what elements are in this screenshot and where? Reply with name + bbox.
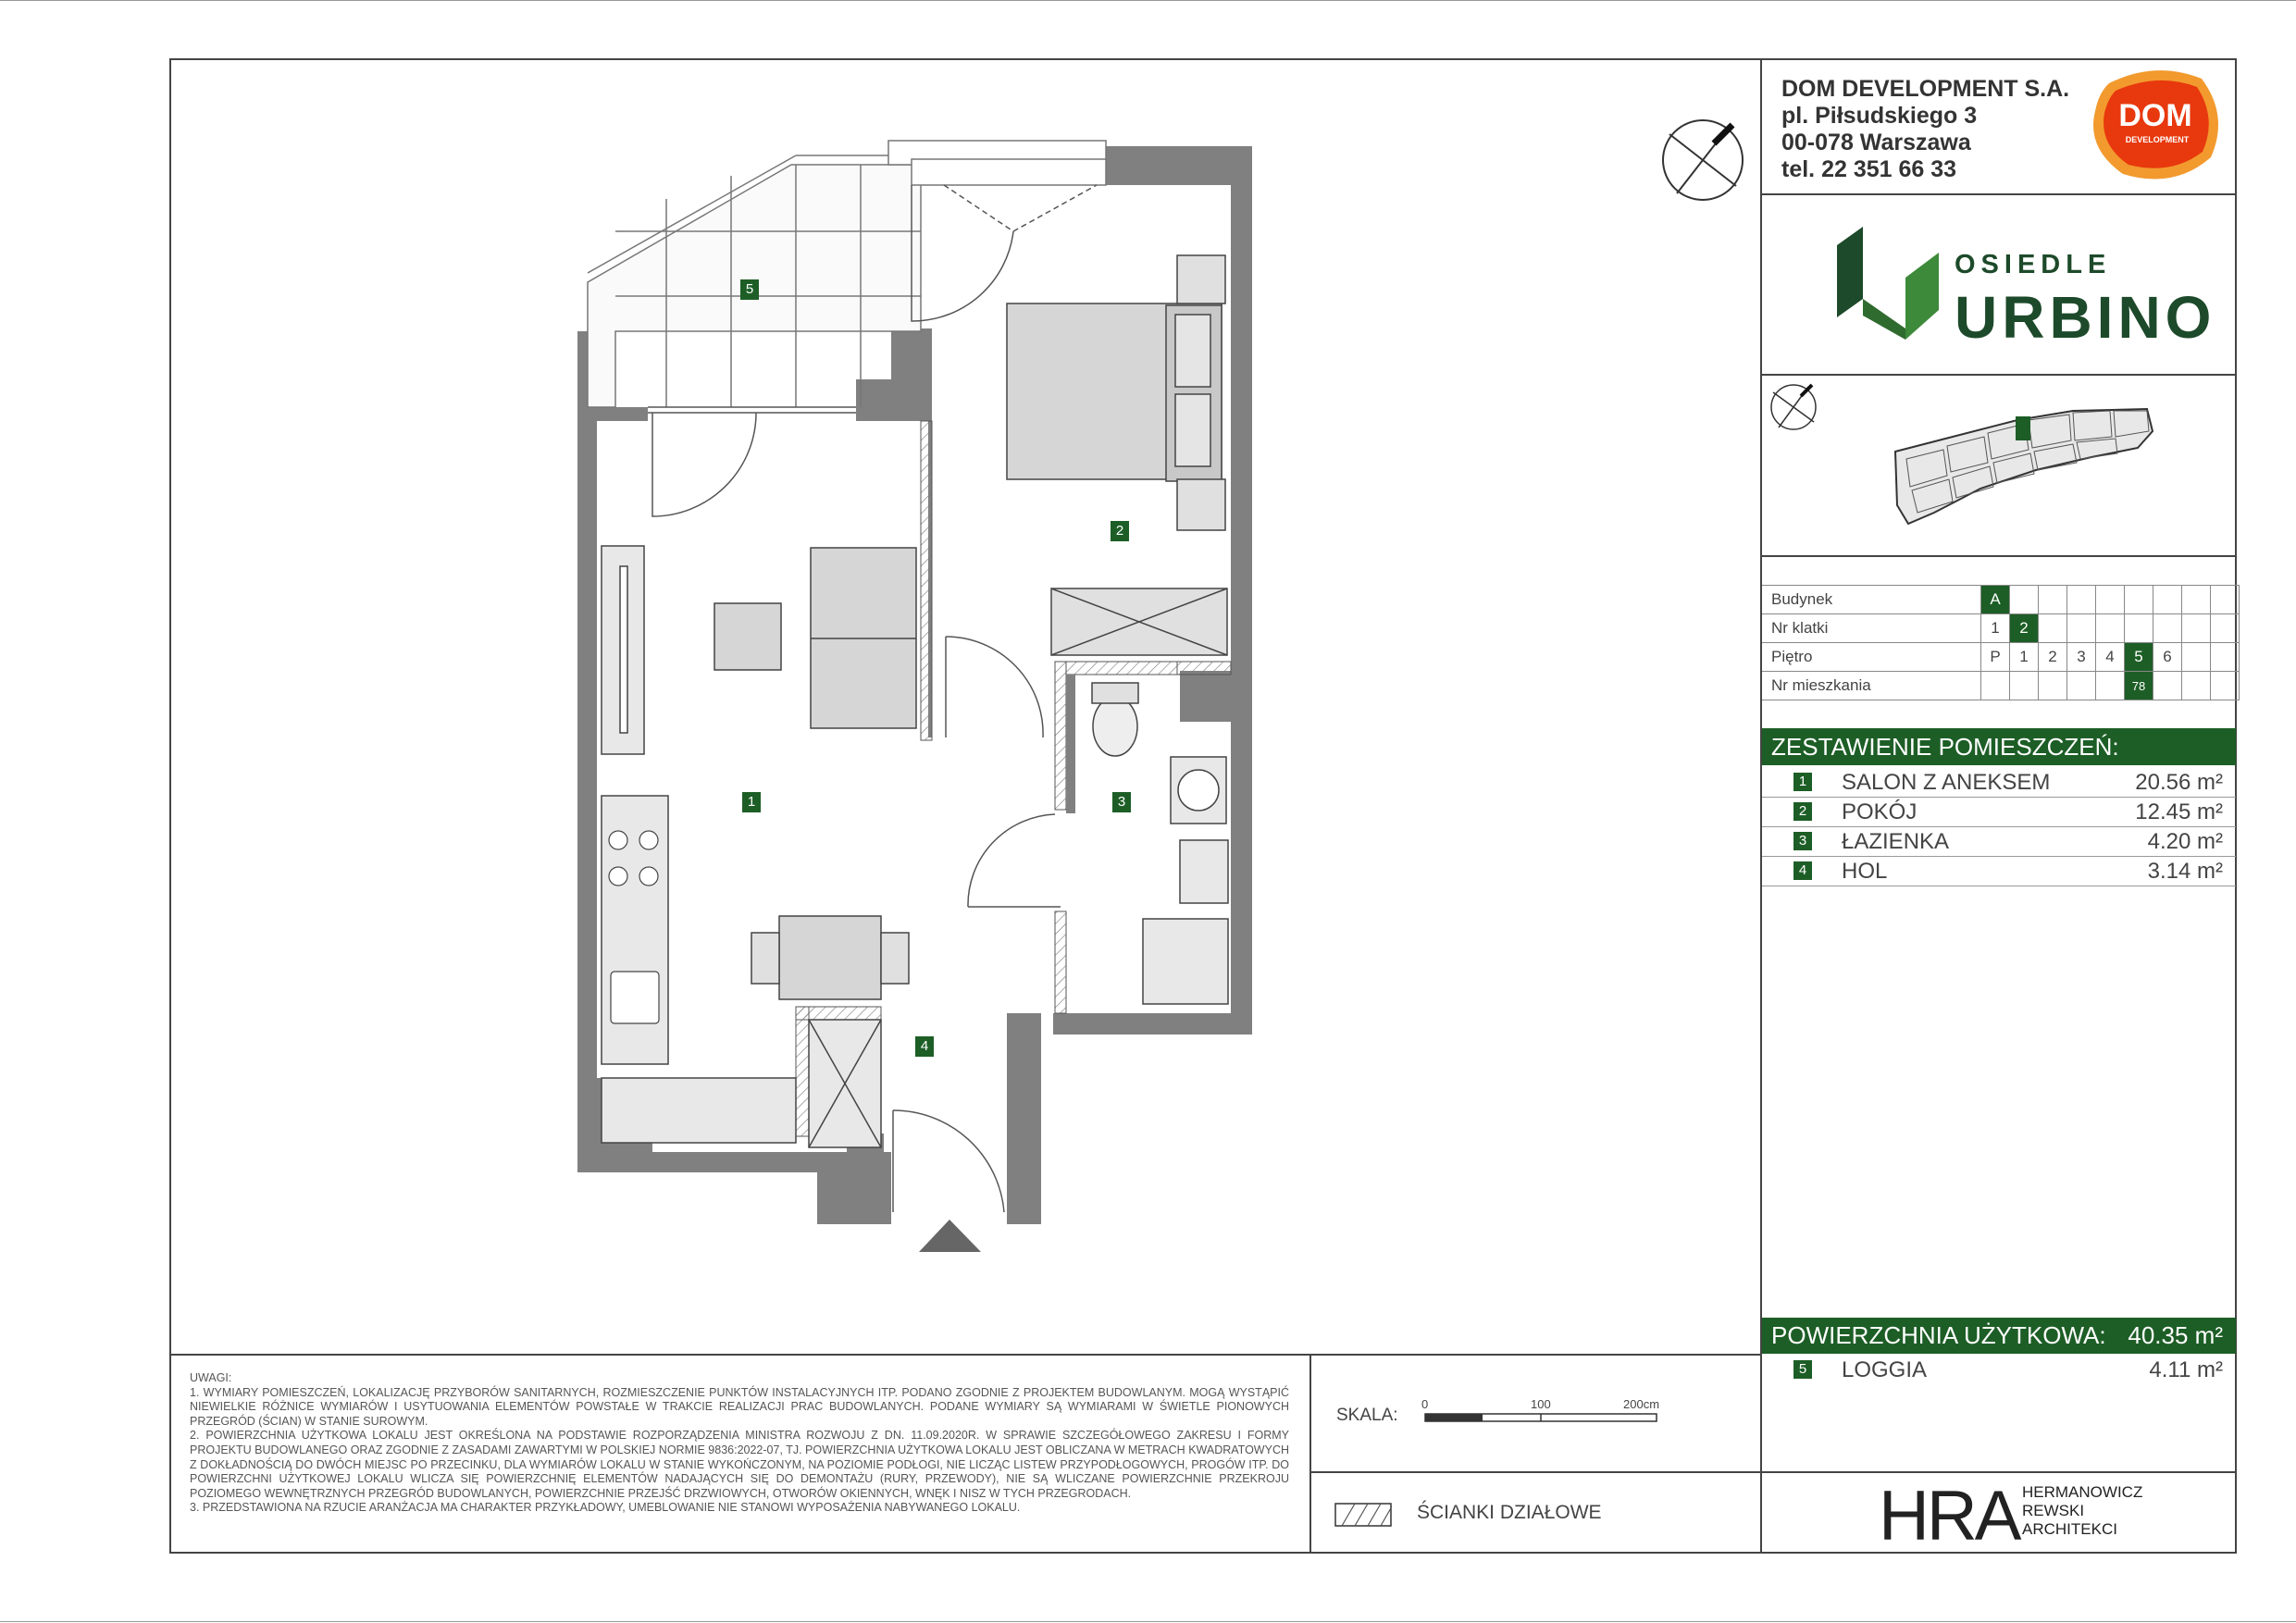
room-area: 4.20 m² <box>2147 829 2223 854</box>
room-row <box>1762 827 2236 857</box>
tb-line-1 <box>1760 193 2237 195</box>
architect-names <box>2022 1483 2142 1539</box>
page-bottom-edge <box>0 1621 2296 1622</box>
room-number: 2 <box>1793 802 1812 821</box>
dom-development-logo <box>2086 65 2225 185</box>
total-area-bar <box>1762 1318 2236 1354</box>
company-street: pl. Piłsudskiego 3 <box>1781 103 1978 129</box>
pietro-4: 4 <box>2096 643 2125 672</box>
room-name: POKÓJ <box>1842 799 1917 824</box>
pietro-1: 1 <box>2010 643 2039 672</box>
coffee-table <box>714 603 781 670</box>
logo-text-development: DEVELOPMENT <box>2125 135 2190 144</box>
room-area: 20.56 m² <box>2135 770 2223 795</box>
apartment-location-table <box>1762 585 2240 700</box>
pietro-label: Piętro <box>1762 643 1981 672</box>
sink <box>1180 840 1228 903</box>
toilet <box>1093 697 1137 756</box>
pietro-5: 5 <box>2125 643 2153 672</box>
notes-block <box>190 1371 1289 1516</box>
compass-icon <box>1658 116 1747 204</box>
pietro-2: 2 <box>2039 643 2067 672</box>
brand-line-2: URBINO <box>1955 284 2216 351</box>
scale-tick-100: 100 <box>1531 1397 1551 1411</box>
notes-divider <box>169 1354 1761 1356</box>
total-label: POWIERZCHNIA UŻYTKOWA: <box>1771 1321 2106 1349</box>
scale-tick-0: 0 <box>1421 1397 1429 1411</box>
budynek-value: A <box>1981 586 2010 614</box>
tb-line-4 <box>1760 1471 2237 1473</box>
plan-tag-room-4: 4 <box>915 1036 934 1057</box>
architect-line-1: HERMANOWICZ <box>2022 1483 2143 1501</box>
pietro-p: P <box>1981 643 2010 672</box>
loggia-number: 5 <box>1793 1360 1812 1379</box>
legend-label: ŚCIANKI DZIAŁOWE <box>1417 1502 1602 1523</box>
company-city: 00-078 Warszawa <box>1781 130 1971 155</box>
company-phone: tel. 22 351 66 33 <box>1781 156 1957 182</box>
room-number: 4 <box>1793 861 1812 880</box>
room-name: HOL <box>1842 859 1888 884</box>
room-name: ŁAZIENKA <box>1842 829 1950 854</box>
plan-tag-room-3: 3 <box>1112 792 1131 812</box>
architect-logo: HRA <box>1879 1477 2019 1555</box>
building-key-plan <box>1888 403 2156 533</box>
pietro-6: 6 <box>2153 643 2182 672</box>
tb-line-3 <box>1760 555 2237 557</box>
entrance-marker <box>919 1220 981 1252</box>
budynek-label: Budynek <box>1762 586 1981 614</box>
row-mieszkanie <box>1762 672 2240 700</box>
room-number: 1 <box>1793 773 1812 791</box>
row-klatka <box>1762 614 2240 643</box>
note-item: 2. POWIERZCHNIA UŻYTKOWA LOKALU JEST OKREŚLONA NA PODSTAWIE ROZPORZĄDZENIA MINISTRA ROZWOJU Z DN. 11.09.2020R. W SPRAWIE SZCZEGÓŁOWEGO ZAKRESU I FORMY PROJEKTU BUDOWLANEGO ORAZ ZGODNIE Z ZASADAMI ZAWARTYMI W POLSKIEJ NORMIE 9836:2022-07, TJ. POWIERZCHNIA UŻYTKOWA LOKALU JEST OBLICZANA W METRACH KWADRATOWYCH Z DOKŁADNOŚCIĄ DO DWÓCH MIEJSC PO PRZECINKU, DLA WYMIARÓW LOKALU W STANIE WYKOŃCZONYM, NA POZIOMIE PODŁOGI, NIE LICZĄC LISTEW PRZYPODŁOGOWYCH, PROGÓW ITP. DO POWIERZCHNI UŻYTKOWEJ LOKALU WLICZA SIĘ POWIERZCHNIĘ ELEMENTÓW NADAJĄCYCH SIĘ DO DEMONTAŻU (RURY, PRZEWODY), NIE SĄ WLICZANE POWIERZCHNIE PRZEKROJU POZIOMEGO WEWNĘTRZNYCH PRZEGRÓD BUDOWLANYCH, POWIERZCHNIE PRZEJŚĆ DRZWIOWYCH, OTWORÓW OKIENNYCH, WNĘK I NISZ W TYCH PRZEGRODACH. <box>190 1429 1289 1500</box>
room-row <box>1762 798 2236 827</box>
note-item: 1. WYMIARY POMIESZCZEŃ, LOKALIZACJĘ PRZYBORÓW SANITARNYCH, ROZMIESZCZENIE PUNKTÓW INSTALACYJNYCH ITP. PODANO ZGODNIE Z PROJEKTEM BUDOWLANYM. MOGĄ WYSTĄPIĆ NIEWIELKIE RÓŻNICE WYMIARÓW I USYTUOWANIA ELEMENTÓW POWSTAŁE W TRAKCIE REALIZACJI PRAC BUDOWLANYCH. PODANE WYMIARY SĄ WYMIARAMI W ŚWIETLE PIONOWYCH PRZEGRÓD (ŚCIAN) W STANIE SUROWYM. <box>190 1385 1289 1428</box>
notes-title: UWAGI: <box>190 1371 232 1384</box>
plan-tag-loggia: 5 <box>740 279 759 300</box>
klatka-label: Nr klatki <box>1762 614 1981 643</box>
dining-table <box>779 916 881 999</box>
legend-divider <box>1309 1471 1761 1473</box>
brand-line-1: OSIEDLE <box>1955 250 2112 279</box>
company-name: DOM DEVELOPMENT S.A. <box>1781 76 2070 102</box>
scale-bar <box>1416 1395 1694 1429</box>
room-number: 3 <box>1793 832 1812 850</box>
mieszkanie-value: 78 <box>2125 672 2153 700</box>
shower <box>1143 919 1228 1004</box>
logo-text-dom: DOM <box>2118 98 2192 133</box>
row-pietro <box>1762 643 2240 672</box>
loggia-row <box>1762 1356 2236 1384</box>
loggia-area: 4.11 m² <box>2149 1357 2223 1382</box>
total-area: 40.35 m² <box>2128 1321 2223 1349</box>
room-row <box>1762 857 2236 886</box>
company-address <box>1781 76 2069 183</box>
note-item: 3. PRZEDSTAWIONA NA RZUCIE ARANŻACJA MA CHARAKTER PRZYKŁADOWY, UMEBLOWANIE NIE STANOWI WYPOSAŻENIA NABYWANEGO LOKALU. <box>190 1501 1021 1515</box>
plan-tag-room-2: 2 <box>1111 521 1129 541</box>
loggia-name: LOGGIA <box>1842 1357 1928 1382</box>
floor-plan <box>555 130 1277 1277</box>
pietro-3: 3 <box>2067 643 2096 672</box>
rooms-header: ZESTAWIENIE POMIESZCZEŃ: <box>1762 728 2236 765</box>
row-budynek <box>1762 586 2240 614</box>
mini-compass-icon <box>1768 381 1819 433</box>
scale-divider <box>1309 1354 1311 1554</box>
room-area: 3.14 m² <box>2147 859 2223 884</box>
room-name: SALON Z ANEKSEM <box>1842 770 2051 795</box>
room-row <box>1762 768 2236 798</box>
mieszkanie-label: Nr mieszkania <box>1762 672 1981 700</box>
scale-label: SKALA: <box>1336 1406 1398 1425</box>
page-top-edge <box>0 0 2296 1</box>
urbino-logo-mark <box>1837 227 1939 340</box>
klatka-2: 2 <box>2010 614 2039 643</box>
interior-walls <box>1066 675 1075 813</box>
tb-line-2 <box>1760 374 2237 376</box>
architect-line-2: REWSKI <box>2022 1502 2085 1519</box>
klatka-1: 1 <box>1981 614 2010 643</box>
plan-tag-room-1: 1 <box>742 792 761 812</box>
architect-line-3: ARCHITEKCI <box>2022 1520 2117 1538</box>
room-area: 12.45 m² <box>2135 799 2223 824</box>
scale-tick-200: 200cm <box>1623 1397 1660 1411</box>
partition-wall-legend-icon <box>1334 1503 1392 1527</box>
key-plan-highlight <box>2016 416 2030 440</box>
